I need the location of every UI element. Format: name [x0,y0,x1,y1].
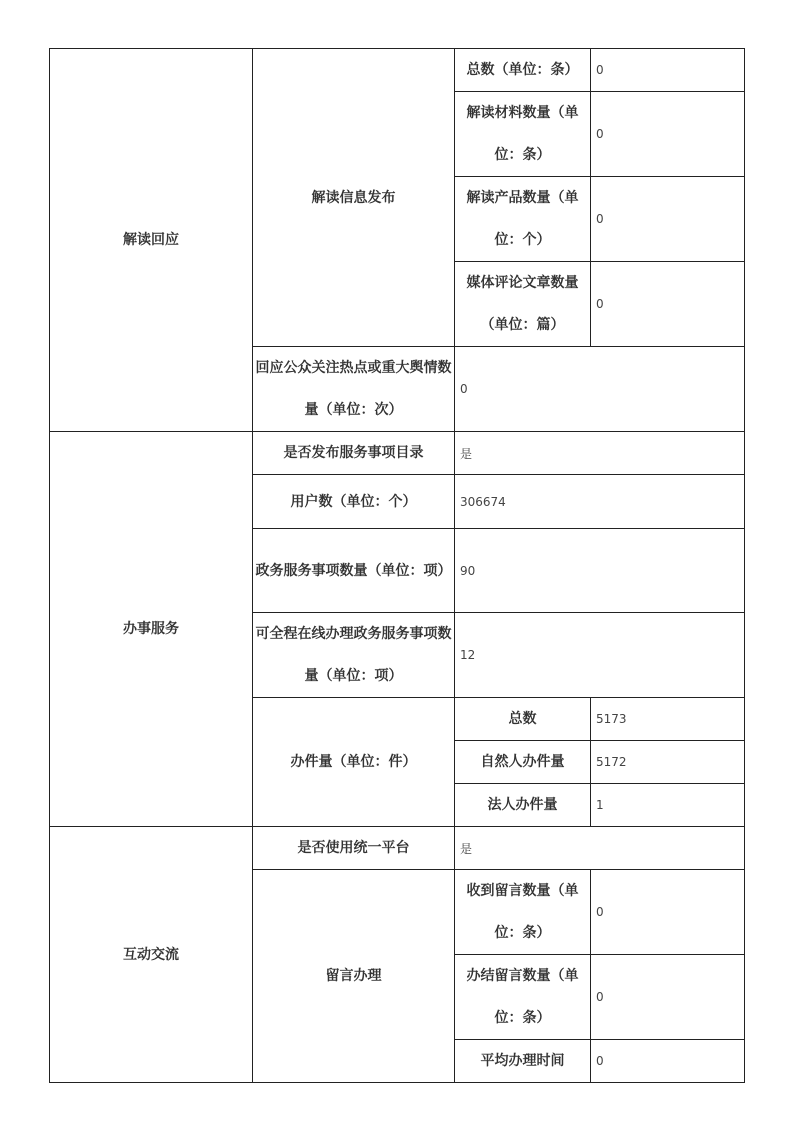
row-value: 0 [596,297,604,311]
row-value: 0 [596,212,604,226]
table-row [50,827,745,870]
group-label: 办件量（单位：件） [290,754,417,770]
row-value: 12 [460,648,476,662]
row-value: 0 [596,1054,604,1068]
row-label-cell [455,870,591,955]
value-cell [591,698,745,741]
row-value: 是 [460,841,473,856]
value-cell [591,92,745,177]
group-label: 留言办理 [325,968,382,984]
value-cell [455,347,745,432]
row-value: 5172 [596,755,627,769]
value-cell [591,870,745,955]
row-label: 用户数（单位：个） [290,493,417,510]
value-cell [591,955,745,1040]
row-value: 1 [596,798,604,812]
row-label-cell [253,475,455,529]
row-value: 是 [460,446,473,461]
row-label: 媒体评论文章数量（单位：篇） [466,275,579,333]
row-label-cell [455,92,591,177]
value-cell [455,529,745,613]
row-label-cell [455,784,591,827]
row-value: 0 [596,63,604,77]
row-label-cell [455,1040,591,1083]
row-label: 总数（单位：条） [466,62,579,78]
row-label: 是否使用统一平台 [297,840,410,856]
statistics-table [49,48,745,1083]
value-cell [591,177,745,262]
section-interpretation-cell [50,49,253,432]
section-label: 互动交流 [123,946,179,963]
row-label: 可全程在线办理政务服务事项数量（单位：项） [255,626,452,684]
group-label: 解读信息发布 [311,189,396,206]
group-volume-cell [253,698,455,827]
value-cell [455,613,745,698]
row-label-cell [455,741,591,784]
row-label-cell [455,262,591,347]
row-label-cell [253,529,455,613]
section-service-cell [50,432,253,827]
section-label: 办事服务 [123,621,179,637]
row-value: 0 [596,127,604,141]
table-row [50,432,745,475]
value-cell [591,784,745,827]
row-value: 0 [596,990,604,1004]
row-label-cell [455,49,591,92]
value-cell [591,1040,745,1083]
row-label-cell [455,698,591,741]
row-label: 总数 [508,711,537,727]
value-cell [591,741,745,784]
value-cell [591,262,745,347]
row-label: 收到留言数量（单位：条） [466,883,579,941]
row-label: 平均办理时间 [480,1053,565,1069]
row-label: 解读材料数量（单位：条） [466,105,579,163]
row-label: 回应公众关注热点或重大舆情数量（单位：次） [255,360,452,418]
row-value: 5173 [596,712,627,726]
value-cell [455,432,745,475]
value-cell [455,475,745,529]
row-label: 政务服务事项数量（单位：项） [255,562,452,579]
row-label-cell [253,827,455,870]
row-label-cell [455,955,591,1040]
row-label-cell [253,432,455,475]
row-label-cell [253,613,455,698]
row-value: 90 [460,563,476,578]
row-label: 是否发布服务事项目录 [283,445,424,461]
row-label: 解读产品数量（单位：个） [466,190,579,248]
row-label-cell [253,347,455,432]
row-value: 0 [596,905,604,919]
row-value: 306674 [460,494,506,509]
section-label: 解读回应 [123,232,179,248]
row-label: 自然人办件量 [480,754,565,770]
row-label: 法人办件量 [487,797,558,813]
section-interaction-cell [50,827,253,1083]
row-label: 办结留言数量（单位：条） [466,968,579,1026]
group-messages-cell [253,870,455,1083]
group-publish-cell [253,49,455,347]
row-value: 0 [460,382,468,396]
value-cell [455,827,745,870]
table-row [50,49,745,92]
row-label-cell [455,177,591,262]
value-cell [591,49,745,92]
